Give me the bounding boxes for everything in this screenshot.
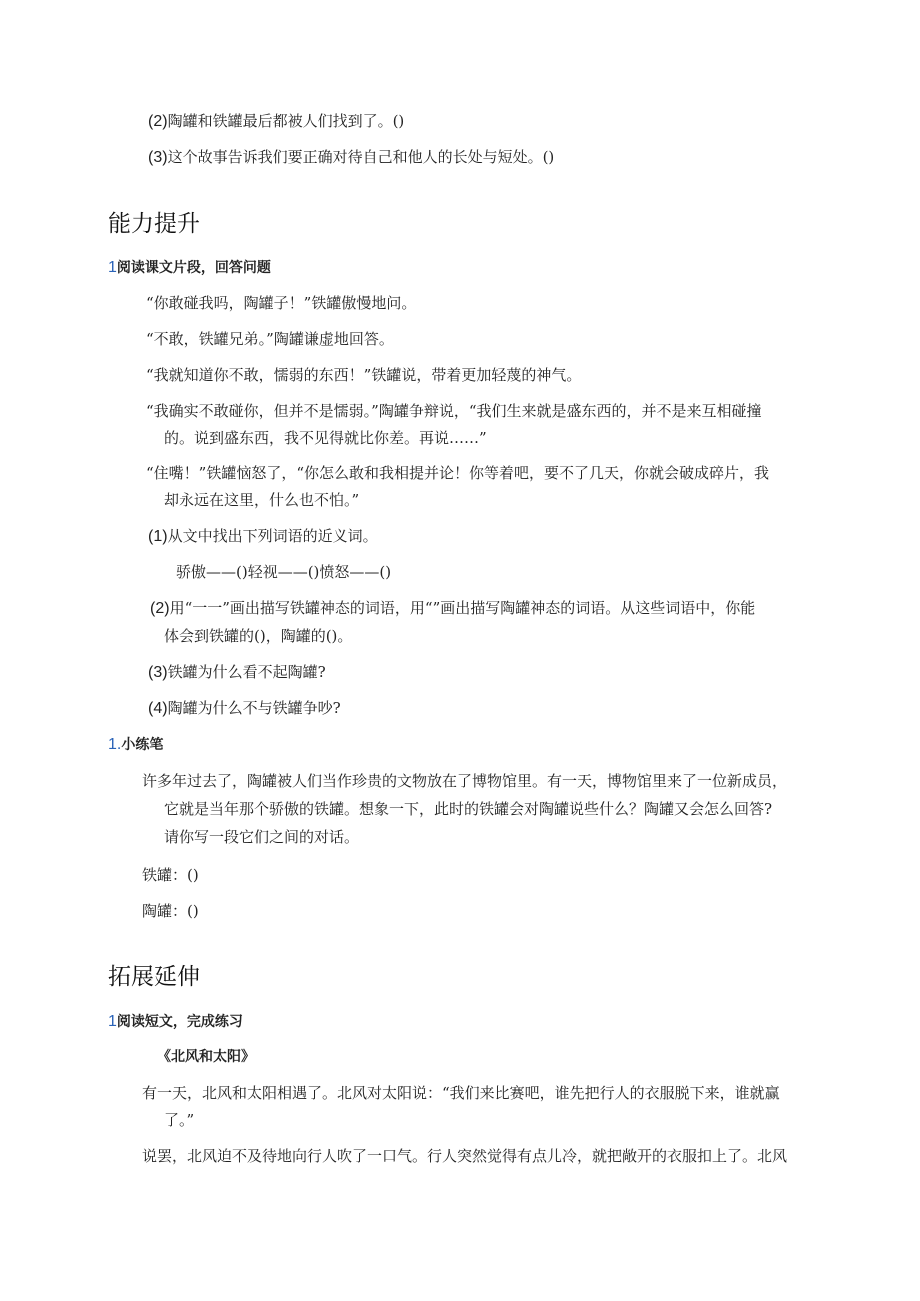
- excerpt-line: “住嘴！”铁罐恼怒了，“你怎么敢和我相提并论！你等着吧，要不了几天，你就会破成碎片，我: [146, 464, 770, 482]
- section-heading-extension: 拓展延伸: [108, 964, 200, 990]
- question-number: 1: [108, 1013, 117, 1030]
- story-line: 说罢，北风迫不及待地向行人吹了一口气。行人突然觉得有点儿冷，就把敞开的衣服扣上了。北风: [142, 1147, 788, 1165]
- sub-question-text: 从文中找出下列词语的近义词。: [167, 527, 378, 545]
- prompt-line: 它就是当年那个骄傲的铁罐。想象一下，此时的铁罐会对陶罐说些什么？陶罐又会怎么回答?: [164, 800, 773, 818]
- sub-question-2: [150, 598, 755, 619]
- question-title-text: 小练笔: [121, 737, 164, 753]
- excerpt-line: 的。说到盛东西，我不见得就比你差。再说……”: [164, 429, 487, 447]
- sub-question-text: 用“一一”画出描写铁罐神态的词语，用“”画出描写陶罐神态的词语。从这些词语中，你能: [169, 599, 756, 617]
- question-title-text: 阅读课文片段，回答问题: [116, 260, 271, 276]
- statement-item-2: [148, 111, 404, 132]
- synonym-blanks: 骄傲——()轻视——()愤怒——(): [176, 563, 392, 581]
- sub-question-text: 铁罐为什么看不起陶罐?: [167, 663, 326, 681]
- item-text: 陶罐和铁罐最后都被人们找到了。(): [167, 112, 405, 130]
- item-number: (2): [148, 113, 168, 130]
- answer-line-taoguan: 陶罐：(): [142, 902, 199, 920]
- section-heading-ability: 能力提升: [108, 211, 200, 237]
- sub-question-2-continued: 体会到铁罐的()，陶罐的()。: [164, 627, 353, 645]
- sub-question-number: (1): [148, 528, 168, 545]
- story-title: 《北风和太阳》: [157, 1049, 255, 1065]
- sub-question-1: [148, 526, 378, 547]
- sub-question-text: 陶罐为什么不与铁罐争吵?: [167, 699, 341, 717]
- question-number: 1: [108, 259, 117, 276]
- prompt-line: 许多年过去了，陶罐被人们当作珍贵的文物放在了博物馆里。有一天，博物馆里来了一位新成员，: [142, 772, 788, 790]
- statement-item-3: [148, 147, 554, 168]
- story-line: 了。”: [164, 1111, 195, 1129]
- item-number: (3): [148, 149, 168, 166]
- story-line: 有一天，北风和太阳相遇了。北风对太阳说：“我们来比赛吧，谁先把行人的衣服脱下来，谁就赢: [142, 1084, 780, 1102]
- sub-question-number: (4): [148, 700, 168, 717]
- excerpt-line: “我确实不敢碰你，但并不是懦弱。”陶罐争辩说，“我们生来就是盛东西的，并不是来互相碰撞: [146, 402, 762, 420]
- sub-question-4: [148, 698, 341, 719]
- item-text: 这个故事告诉我们要正确对待自己和他人的长处与短处。(): [167, 148, 555, 166]
- question-title-short-reading: [108, 1012, 243, 1032]
- sub-question-number: (3): [148, 664, 168, 681]
- excerpt-line: 却永远在这里，什么也不怕。”: [164, 491, 360, 509]
- sub-question-3: [148, 662, 326, 683]
- question-title-writing: [108, 735, 163, 755]
- excerpt-line: “不敢，铁罐兄弟。”陶罐谦虚地回答。: [146, 330, 394, 348]
- excerpt-line: “我就知道你不敢，懦弱的东西！”铁罐说，带着更加轻蔑的神气。: [146, 366, 582, 384]
- answer-line-tieguan: 铁罐：(): [142, 866, 199, 884]
- question-title-text: 阅读短文，完成练习: [116, 1014, 243, 1030]
- question-number: 1.: [108, 736, 122, 753]
- sub-question-number: (2): [150, 600, 170, 617]
- excerpt-line: “你敢碰我吗，陶罐子！”铁罐傲慢地问。: [146, 294, 417, 312]
- question-title-reading: [108, 258, 271, 278]
- prompt-line: 请你写一段它们之间的对话。: [164, 828, 360, 846]
